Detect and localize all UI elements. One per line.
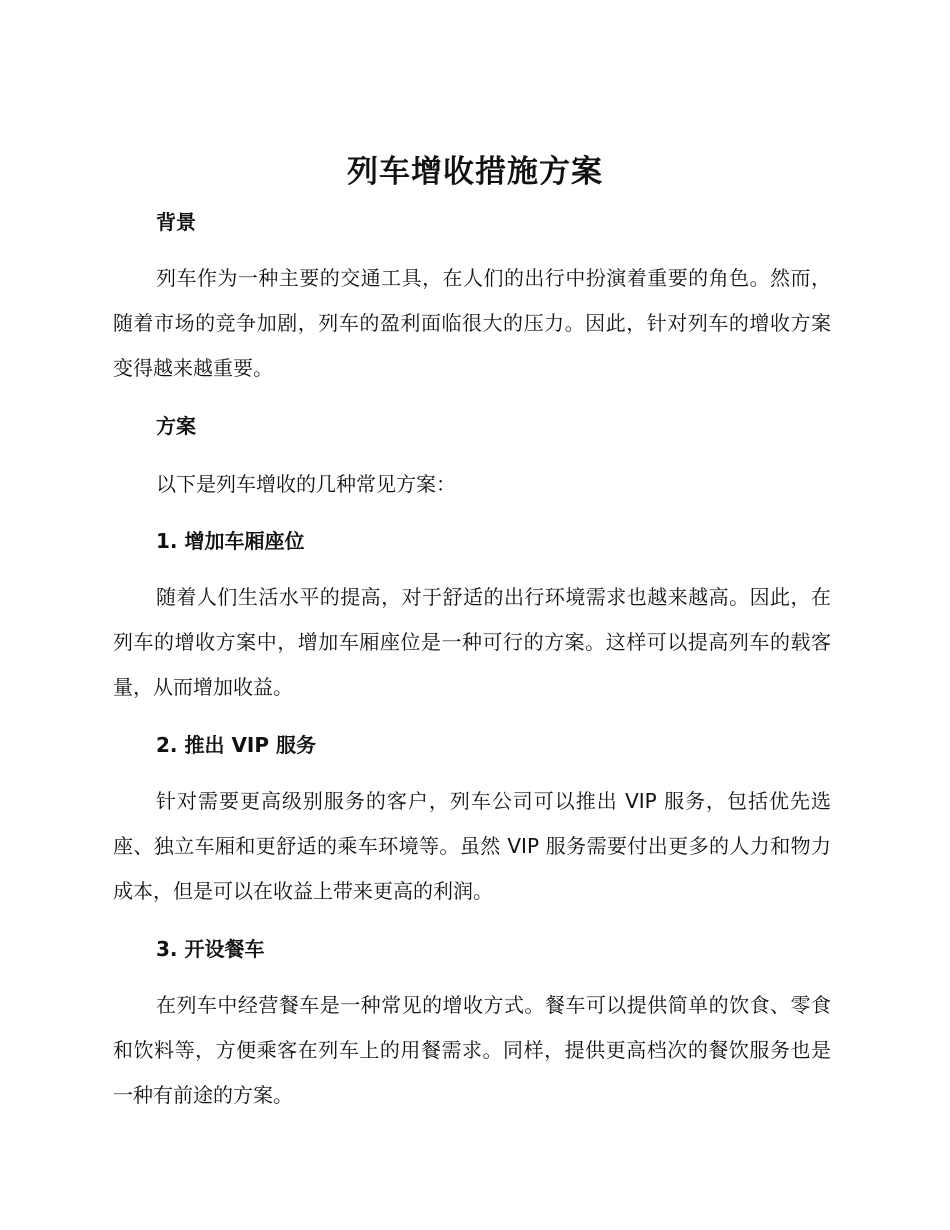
section-paragraph-vip-service: 针对需要更高级别服务的客户，列车公司可以推出 VIP 服务，包括优先选座、独立车厢和更舒适的乘车环境等。虽然 VIP 服务需要付出更多的人力和物力成本，但是可以在收益上带来更高的利润。 <box>113 789 831 903</box>
section-heading-vip-service: 2. 推出 VIP 服务 <box>156 733 316 757</box>
document-title: 列车增收措施方案 <box>347 154 603 190</box>
section-paragraph-background: 列车作为一种主要的交通工具，在人们的出行中扮演着重要的角色。然而，随着市场的竞争加剧，列车的盈利面临很大的压力。因此，针对列车的增收方案变得越来越重要。 <box>113 266 831 380</box>
section-heading-background: 背景 <box>156 210 196 234</box>
section-heading-plan: 方案 <box>156 414 196 438</box>
section-heading-add-seats: 1. 增加车厢座位 <box>156 529 305 553</box>
section-intro-plan: 以下是列车增收的几种常见方案： <box>156 472 456 496</box>
section-paragraph-dining-car: 在列车中经营餐车是一种常见的增收方式。餐车可以提供简单的饮食、零食和饮料等，方便乘客在列车上的用餐需求。同样，提供更高档次的餐饮服务也是一种有前途的方案。 <box>113 993 831 1107</box>
section-heading-dining-car: 3. 开设餐车 <box>156 937 265 961</box>
section-paragraph-add-seats: 随着人们生活水平的提高，对于舒适的出行环境需求也越来越高。因此，在列车的增收方案中，增加车厢座位是一种可行的方案。这样可以提高列车的载客量，从而增加收益。 <box>113 585 831 699</box>
